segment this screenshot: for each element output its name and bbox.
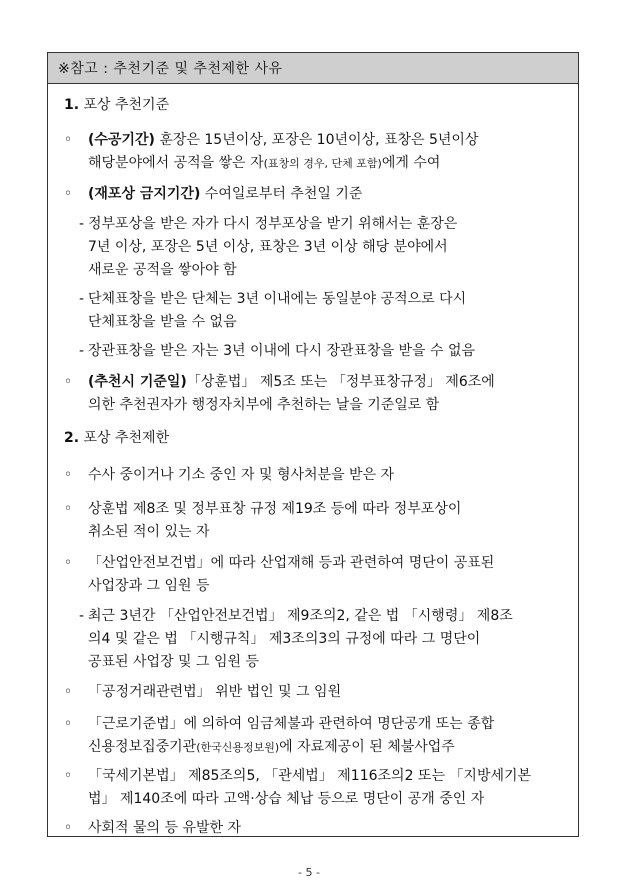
list-item [48, 765, 578, 811]
dash-marker: - [78, 291, 84, 307]
item-label: (추천시 기준일) [88, 374, 187, 390]
page-number: - 5 - [298, 866, 320, 879]
item-text: 취소된 적이 있는 자 [88, 524, 210, 540]
dash-marker: - [78, 343, 84, 359]
item-text: 장관표창을 받은 자는 3년 이내에 다시 장관표창을 받을 수 없음 [88, 343, 476, 359]
item-text: 사업장과 그 임원 등 [88, 578, 210, 594]
list-item [48, 713, 578, 759]
item-text: 최근 3년간 「산업안전보건법」 제9조의2, 같은 법 「시행령」 제8조 [88, 608, 513, 624]
list-item [48, 183, 578, 206]
dash-marker: - [78, 216, 84, 232]
item-text: 단체표창을 받은 단체는 3년 이내에는 동일분야 공적으로 다시 [88, 291, 467, 307]
list-item [48, 213, 578, 282]
item-text: 수사 중이거나 기소 중인 자 및 형사처분을 받은 자 [88, 467, 395, 483]
item-text: 「근로기준법」에 의하여 임금체불과 관련하여 명단공개 또는 종합 [88, 716, 495, 732]
list-item [48, 681, 578, 704]
section-2-heading [48, 427, 578, 450]
bullet-marker: ◦ [63, 186, 73, 202]
item-text: 에 자료제공이 된 체불사업주 [279, 739, 455, 755]
section-1-number: 1. [64, 97, 80, 113]
item-text: 에게 수여 [381, 155, 441, 171]
item-text: 신용정보집중기관 [88, 739, 197, 755]
box-content [48, 84, 578, 836]
item-note: (표창의 경우, 단체 포함) [263, 157, 382, 170]
box-header: ※참고 : 추천기준 및 추천제한 사유 [48, 53, 578, 84]
list-item [48, 817, 578, 840]
list-item [48, 498, 578, 544]
section-2-title: 포상 추천제한 [83, 430, 170, 446]
item-text: 상훈법 제8조 및 정부표창 규정 제19조 등에 따라 정부포상이 [88, 501, 462, 517]
list-item [48, 464, 578, 487]
item-text: 법」 제140조에 따라 고액·상습 체납 등으로 명단이 공개 중인 자 [88, 791, 485, 807]
section-2-number: 2. [64, 430, 80, 446]
list-item [48, 605, 578, 674]
item-text: 해당분야에서 공적을 쌓은 자 [88, 155, 264, 171]
item-label: (수공기간) [88, 132, 155, 148]
item-text: 훈장은 15년이상, 포장은 10년이상, 표창은 5년이상 [154, 132, 479, 148]
item-text: 수여일로부터 추천일 기준 [200, 186, 363, 202]
item-text: 의4 및 같은 법 「시행규칙」 제3조의3의 규정에 따라 그 명단이 [88, 631, 481, 647]
item-text: 공표된 사업장 및 그 임원 등 [88, 654, 260, 670]
item-text: 7년 이상, 포장은 5년 이상, 표창은 3년 이상 해당 분야에서 [88, 239, 448, 255]
section-1-title: 포상 추천기준 [83, 97, 170, 113]
item-label: (재포상 금지기간) [88, 186, 201, 202]
bullet-marker: ◦ [63, 374, 73, 390]
bullet-marker: ◦ [63, 467, 73, 483]
item-text: 「공정거래관련법」 위반 법인 및 그 임원 [88, 684, 342, 700]
bullet-marker: ◦ [63, 501, 73, 517]
item-text: 새로운 공적을 쌓아야 함 [88, 262, 237, 278]
bullet-marker: ◦ [63, 820, 73, 836]
section-1-heading [48, 94, 578, 117]
list-item [48, 552, 578, 598]
list-item [48, 129, 578, 175]
dash-marker: - [78, 608, 84, 624]
item-note: (한국신용정보원) [196, 741, 280, 754]
list-item [48, 371, 578, 417]
item-text: 사회적 물의 등 유발한 자 [88, 820, 242, 836]
item-text: 「상훈법」 제5조 또는 「정부표창규정」 제6조에 [186, 374, 495, 390]
item-text: 단체표창을 받을 수 없음 [88, 314, 237, 330]
item-text: 「국세기본법」 제85조의5, 「관세법」 제116조의2 또는 「지방세기본 [88, 768, 532, 784]
item-text: 「산업안전보건법」에 따라 산업재해 등과 관련하여 명단이 공표된 [88, 555, 495, 571]
bullet-marker: ◦ [63, 132, 73, 148]
item-text: 의한 추천권자가 행정자치부에 추천하는 날을 기준일로 함 [88, 397, 440, 413]
bullet-marker: ◦ [63, 684, 73, 700]
bullet-marker: ◦ [63, 555, 73, 571]
bullet-marker: ◦ [63, 716, 73, 732]
item-text: 정부포상을 받은 자가 다시 정부포상을 받기 위해서는 훈장은 [88, 216, 458, 232]
list-item [48, 340, 578, 363]
reference-box [47, 52, 579, 837]
bullet-marker: ◦ [63, 768, 73, 784]
list-item [48, 288, 578, 334]
